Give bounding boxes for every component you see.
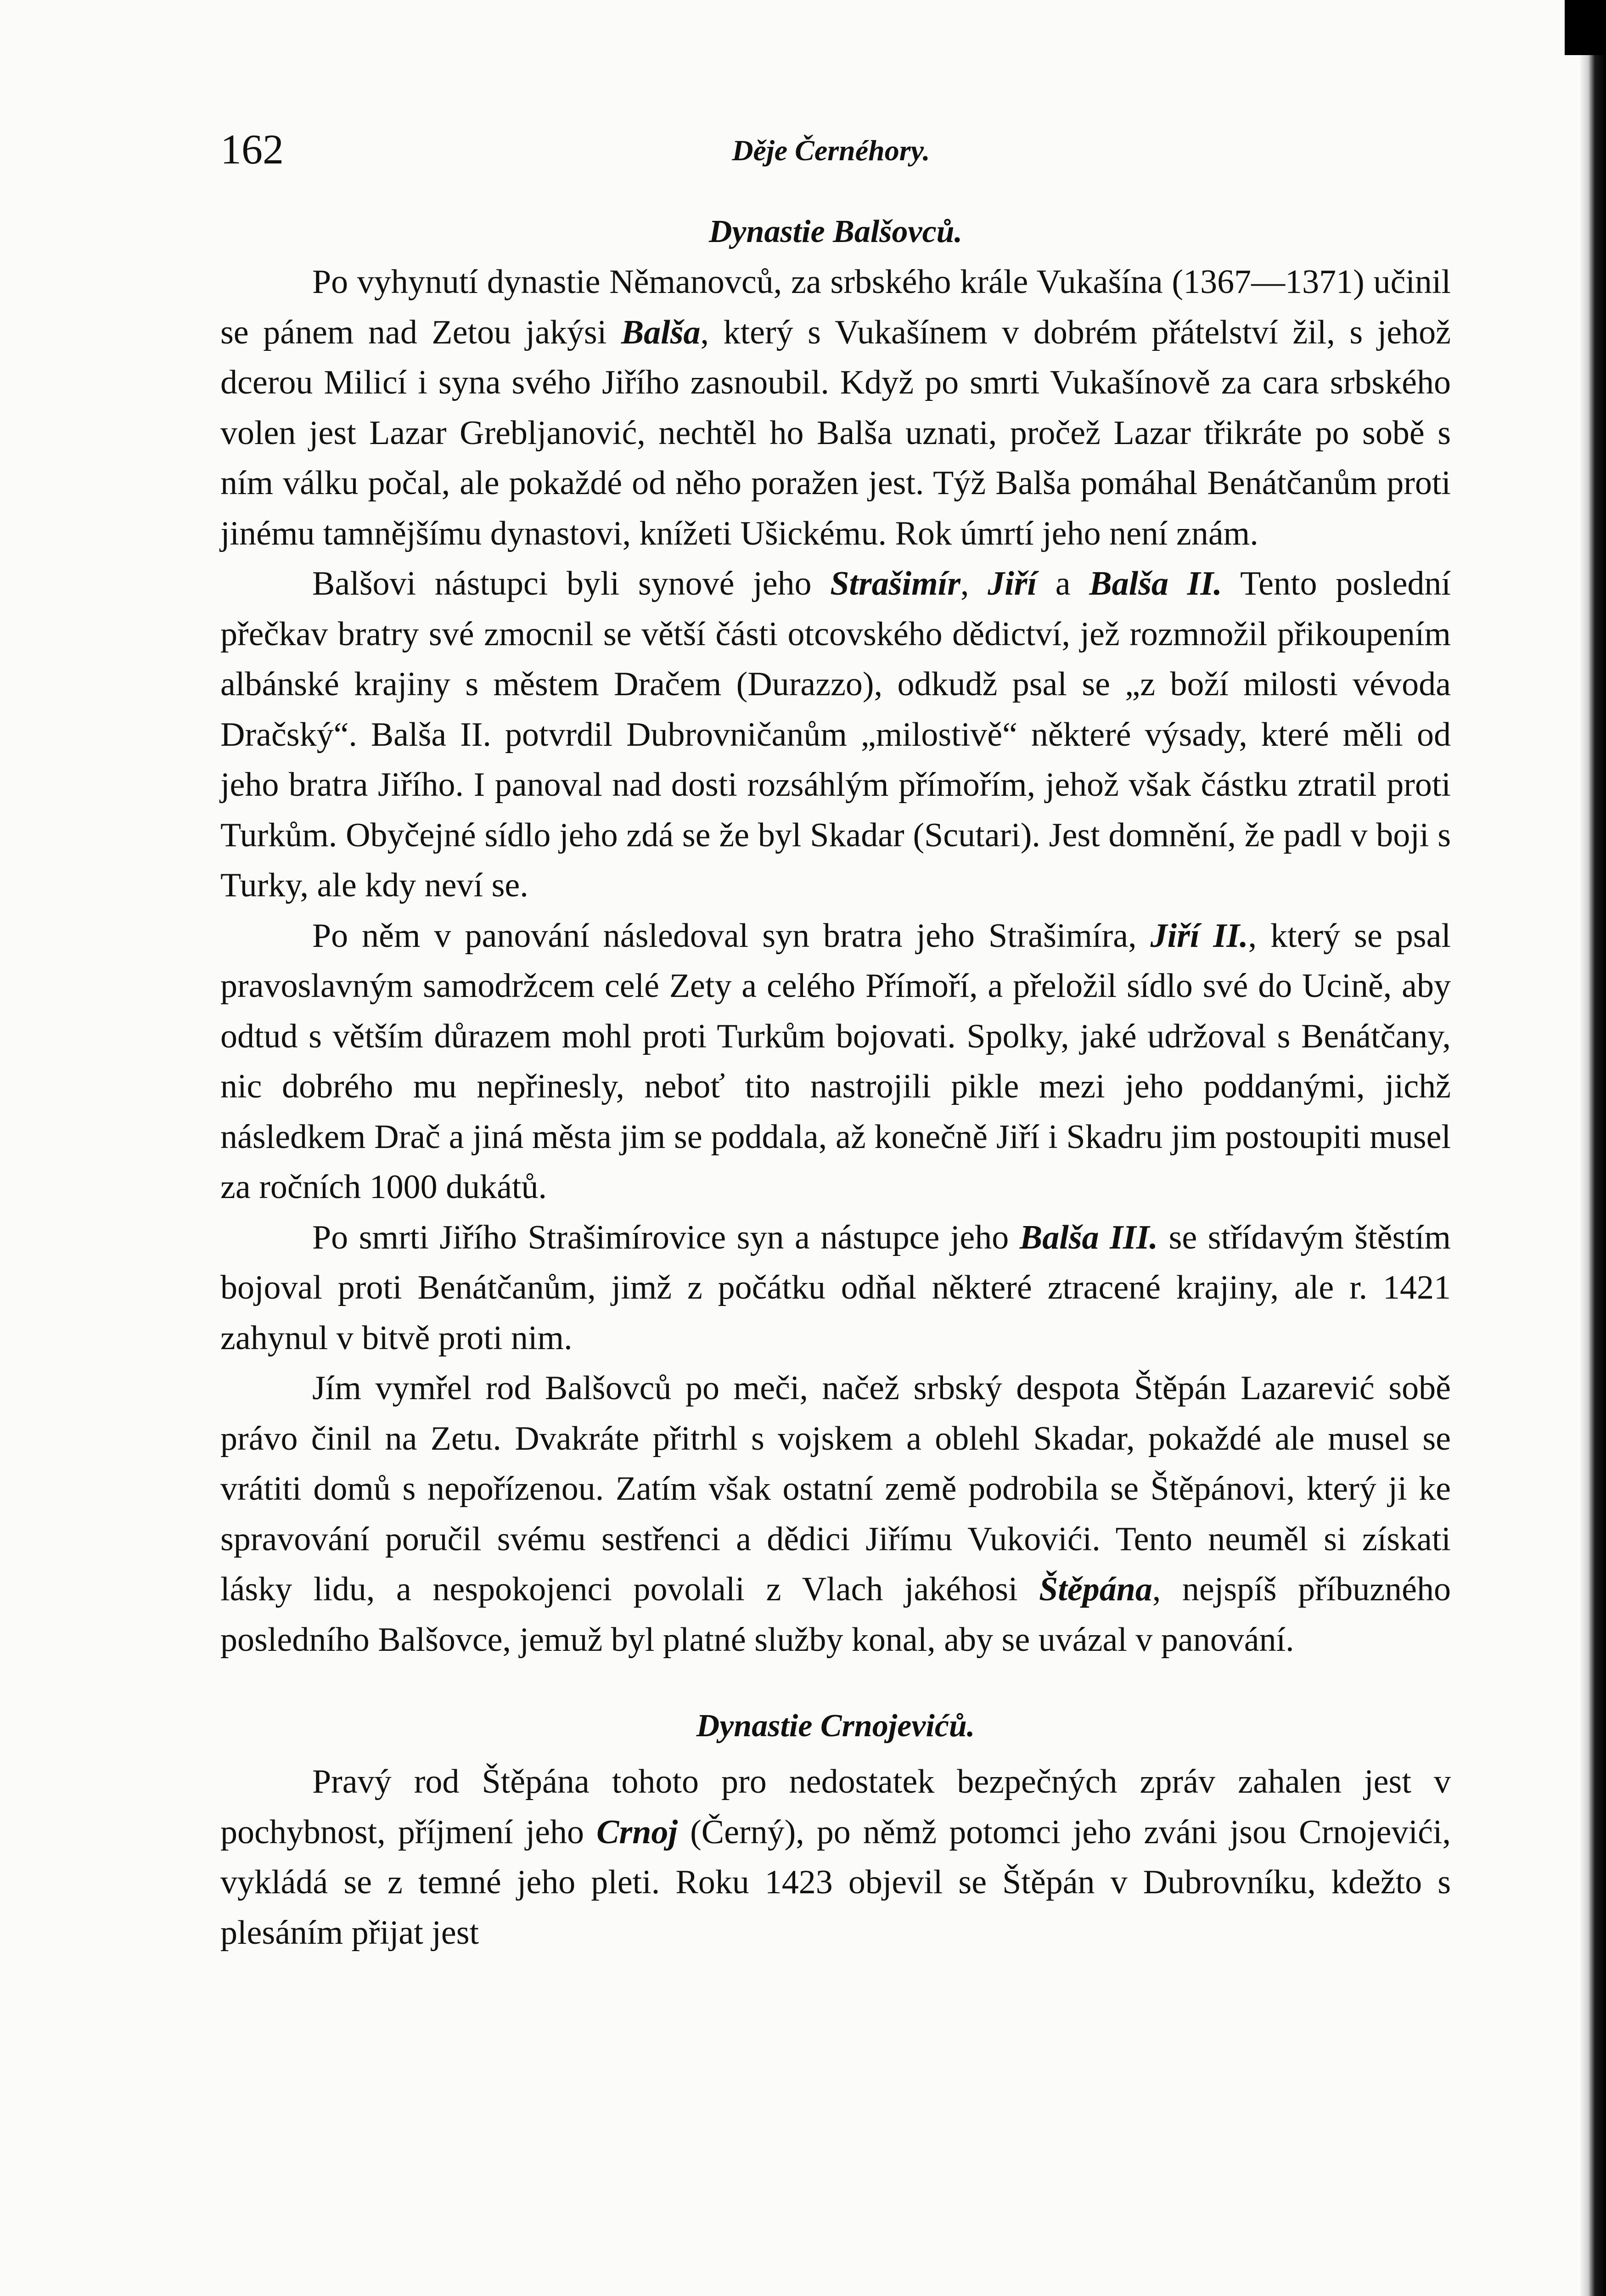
text-run: (Černý), po němž potomci jeho zváni jsou Crnojevići, vykládá se z temné jeho pleti. Roku 1423 objevil se Štěpán v Dubrovníku, kdežto s plesáním přijat jest <box>220 1813 1451 1952</box>
text-run: Jím vymřel rod Balšovců po meči, načež srbský despota Štěpán Lazarević sobě právo činil na Zetu. Dvakráte přitrhl s vojskem a oblehl Skadar, pokaždé ale musel se vrátiti domů s nepořízenou. Zatím však ostatní země podrobila se Štěpánovi, který ji ke spravování poručil svému sestřenci a dědici Jiřímu Vukovići. Tento neuměl si získati lásky lidu, a nespokojenci povolali z Vlach jakéhosi <box>220 1369 1451 1608</box>
paragraph <box>220 1213 1451 1364</box>
text-run: Balšovi nástupci byli synové jeho <box>312 565 831 602</box>
text-run: Po něm v panování následoval syn bratra jeho Strašimíra, <box>312 917 1151 955</box>
text-run: Pravý rod Štěpána tohoto pro nedostatek bezpečných zpráv zahalen jest v pochybnost, příjmení jeho <box>220 1763 1451 1851</box>
running-head: Děje Černéhory. <box>732 134 930 167</box>
text-run-italic: Jiří II. <box>1150 917 1248 955</box>
text-run-italic: Balša III. <box>1019 1218 1158 1256</box>
section-heading-crnojevici: Dynastie Crnojevićů. <box>696 1708 975 1744</box>
paragraph <box>220 911 1451 1213</box>
text-run: se střídavým štěstím bojoval proti Benátčanům, jimž z počátku odňal některé ztracené krajiny, ale r. 1421 zahynul v bitvě proti nim. <box>220 1218 1451 1357</box>
text-run: , <box>960 565 988 602</box>
text-run: Tento poslední přečkav bratry své zmocnil se větší části otcovského dědictví, jež rozmnožil přikoupením albánské krajiny s městem Dračem (Durazzo), odkudž psal se „z boží milosti vévoda Dračský“. Balša II. potvrdil Dubrovničanům „milostivě“ některé výsady, které měli od jeho bratra Jiřího. I panoval nad dosti rozsáhlým přímořím, jehož však částku ztratil proti Turkům. Obyčejné sídlo jeho zdá se že byl Skadar (Scutari). Jest domnění, že padl v boji s Turky, ale kdy neví se. <box>220 565 1451 904</box>
text-run: , který s Vukašínem v dobrém přátelství žil, s jehož dcerou Milicí i syna svého Jiřího zasnoubil. Když po smrti Vukašínově za cara srbského volen jest Lazar Grebljanović, nechtěl ho Balša uznati, pročež Lazar třikráte po sobě s ním válku počal, ale pokaždé od něho poražen jest. Týž Balša pomáhal Benátčanům proti jinému tamnějšímu dynastovi, knížeti Ušickému. Rok úmrtí jeho není znám. <box>220 313 1451 552</box>
scan-corner-shadow <box>1565 0 1606 55</box>
page-binding-edge <box>1578 0 1606 2296</box>
section-heading-balsovci: Dynastie Balšovců. <box>708 214 963 249</box>
page-number: 162 <box>220 126 284 173</box>
text-run: a <box>1037 565 1089 602</box>
text-run: Po smrti Jiřího Strašimírovice syn a nástupce jeho <box>312 1218 1020 1256</box>
page-header <box>220 124 1442 174</box>
text-run: , který se psal pravoslavným samodržcem celé Zety a celého Přímoří, a přeložil sídlo své do Ucině, aby odtud s větším důrazem mohl proti Turkům bojovati. Spolky, jaké udržoval s Benátčany, nic dobrého mu nepřinesly, neboť tito nastrojili pikle mezi jeho poddanými, jichž následkem Drač a jiná města jim se poddala, až konečně Jiří i Skadru jim postoupiti musel za ročních 1000 dukátů. <box>220 917 1451 1206</box>
text-run-italic: Jiří <box>988 565 1037 602</box>
paragraph <box>220 1757 1451 1958</box>
body-text <box>220 207 1451 1958</box>
text-run-italic: Strašimír <box>830 565 961 602</box>
paragraph <box>220 257 1451 559</box>
text-run: , nejspíš příbuzného posledního Balšovce, jemuž byl platné služby konal, aby se uvázal v panování. <box>220 1570 1451 1659</box>
text-run-italic: Crnoj <box>596 1813 678 1851</box>
text-run-italic: Balša II. <box>1089 565 1222 602</box>
paragraph <box>220 559 1451 911</box>
text-run-italic: Štěpána <box>1039 1570 1152 1608</box>
paragraph <box>220 1363 1451 1665</box>
text-run: Po vyhynutí dynastie Němanovců, za srbského krále Vukašína (1367—1371) učinil se pánem nad Zetou jakýsi <box>220 263 1451 351</box>
text-run-italic: Balša <box>621 313 701 351</box>
